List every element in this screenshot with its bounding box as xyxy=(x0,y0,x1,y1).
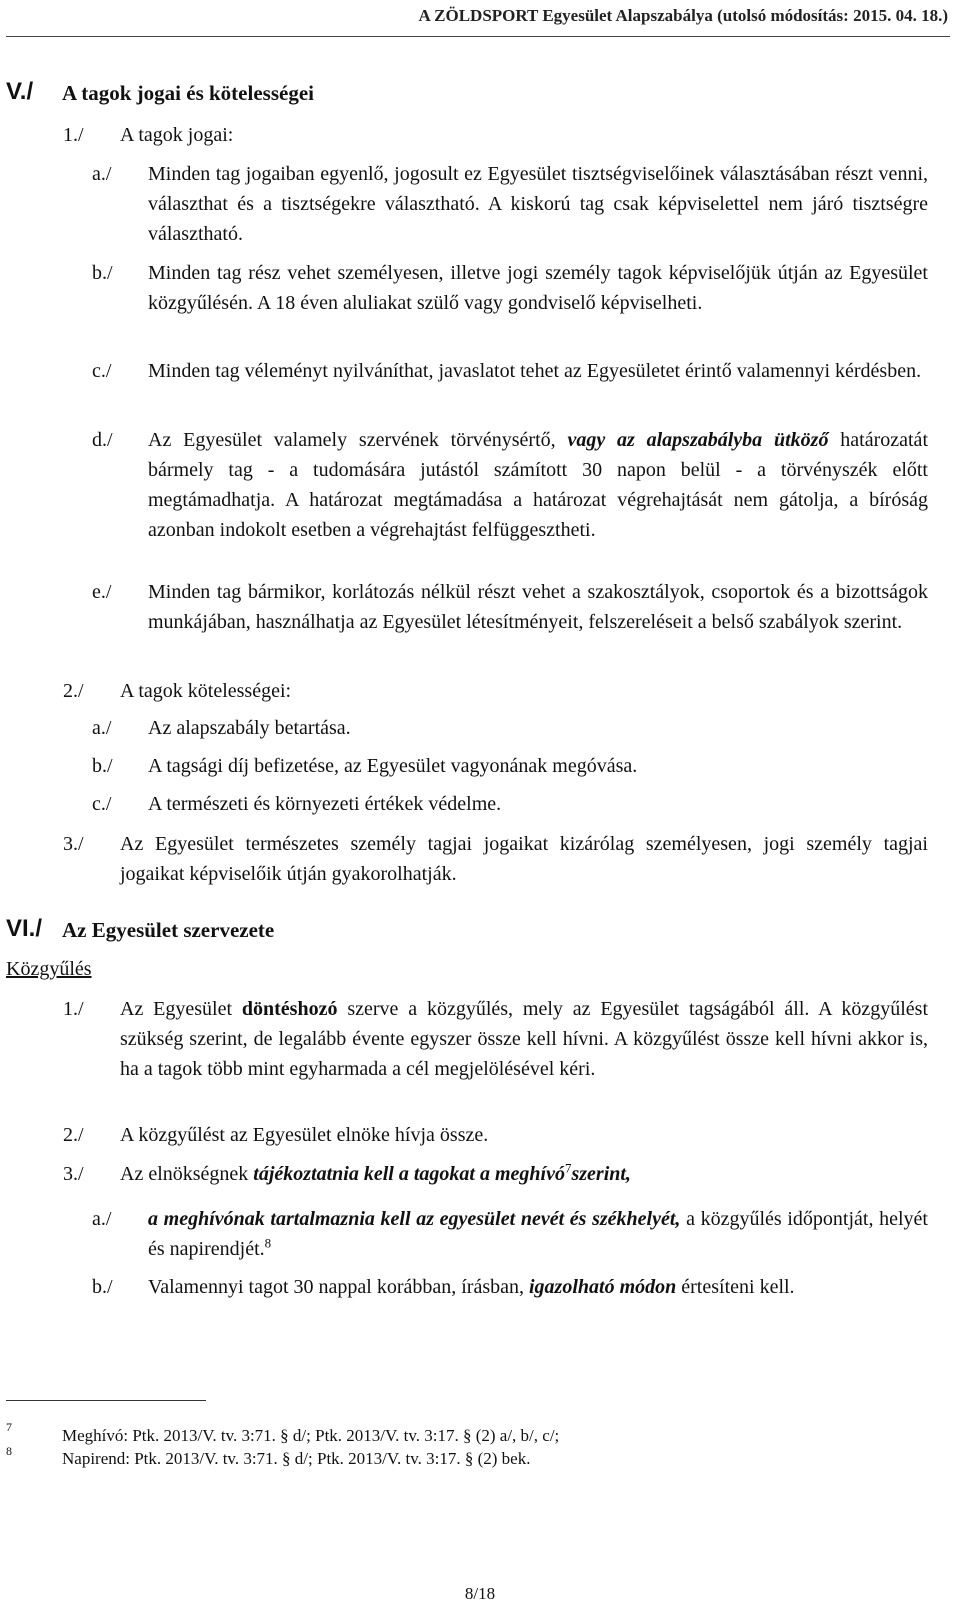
paragraph-vi3b-text: Valamennyi tagot 30 nappal korábban, írásban, igazolható módon értesíteni kell. xyxy=(148,1276,795,1298)
section-v-number: V./ xyxy=(6,78,34,105)
footnote-7-number: 7 xyxy=(6,1420,12,1434)
rights-item-b-text: Minden tag rész vehet személyesen, illetve jogi személy tagok képviselőjük útján az Egyesület közgyűlésén. A 18 éven aluliakat szülő vagy gondviselő képviselheti. xyxy=(148,262,928,314)
paragraph-vi3-text: Az elnökségnek tájékoztatnia kell a tagokat a meghívó$^7$szerint, xyxy=(120,1160,631,1185)
document-header: A ZÖLDSPORT Egyesület Alapszabálya (utolsó módosítás: 2015. 04. 18.) xyxy=(418,6,948,25)
footnote-7-text: Meghívó: Ptk. 2013/V. tv. 3:71. § d/; Ptk. 2013/V. tv. 3:17. § (2) a/, b/, c/; xyxy=(62,1426,560,1445)
footnote-rule xyxy=(6,1400,206,1401)
duties-number: 2./ xyxy=(63,680,84,702)
duties-item-c-label: c./ xyxy=(92,793,112,815)
paragraph-vi1-text: Az Egyesület döntéshozó szerve a közgyűlés, mely az Egyesület tagságából áll. A közgyűlést szükség szerint, de legalább évente egyszer össze kell hívni. A közgyűlést össze kell hívni akkor is, ha a tagok több mint egyharmada a cél megjelölésével kéri. xyxy=(120,998,929,1080)
rights-item-d-text xyxy=(148,425,928,545)
paragraph-vi2-number: 2./ xyxy=(63,1124,84,1146)
rights-item-c-text: Minden tag véleményt nyilváníthat, javaslatot tehet az Egyesületet érintő valamennyi kérdésben. xyxy=(148,360,922,382)
paragraph-vi1-number: 1./ xyxy=(63,998,84,1020)
paragraph-vi3b-label: b./ xyxy=(92,1276,113,1298)
duties-item-a-text: Az alapszabály betartása. xyxy=(148,717,351,739)
footnote-ref-8[interactable]: 8 xyxy=(264,1235,272,1251)
rights-item-b-label: b./ xyxy=(92,262,113,284)
section-vi-title: Az Egyesület szervezete xyxy=(62,918,275,942)
duties-item-c-text: A természeti és környezeti értékek védelme. xyxy=(148,793,502,815)
paragraph-vi3a-text: a meghívónak tartalmaznia kell az egyesület nevét és székhelyét, a közgyűlés időpontját, helyét és napirendjét.$^8$ xyxy=(148,1208,928,1260)
rights-item-a-text: Minden tag jogaiban egyenlő, jogosult ez Egyesület tisztségviselőinek választásában részt venni, választhat és a tisztségekre választható. A kiskorú tag csak képviselettel nem járó tisztségre választható. xyxy=(148,163,928,245)
rights-title: A tagok jogai: xyxy=(120,124,234,146)
rights-item-e-text: Minden tag bármikor, korlátozás nélkül részt vehet a szakosztályok, csoportok és a bizottságok munkájában, használhatja az Egyesület létesítményeit, felszereléseit a belső szabályok szerint. xyxy=(148,581,928,633)
footnote-ref-7[interactable]: 7 xyxy=(564,1160,572,1176)
duties-item-b-text: A tagsági díj befizetése, az Egyesület vagyonának megóvása. xyxy=(148,755,638,777)
paragraph-v3-text: Az Egyesület természetes személy tagjai jogaikat kizárólag személyesen, jogi személy tagjai jogaikat képviselőik útján gyakorolhatják. xyxy=(120,833,928,885)
rights-item-a-label: a./ xyxy=(92,163,112,185)
paragraph-vi3a-label: a./ xyxy=(92,1208,112,1230)
paragraph-v3-number: 3./ xyxy=(63,833,84,855)
duties-item-b-label: b./ xyxy=(92,755,113,777)
footnote-8-text: Napirend: Ptk. 2013/V. tv. 3:71. § d/; Ptk. 2013/V. tv. 3:17. § (2) bek. xyxy=(62,1449,531,1468)
paragraph-vi3-number: 3./ xyxy=(63,1163,84,1185)
page-number: 8/18 xyxy=(464,1584,496,1603)
duties-title: A tagok kötelességei: xyxy=(120,680,292,702)
header-rule xyxy=(6,36,950,37)
rights-item-d-label: d./ xyxy=(92,429,113,451)
rights-item-e-label: e./ xyxy=(92,581,112,603)
footnote-8-number: 8 xyxy=(6,1444,12,1458)
kozgyules-heading: Közgyűlés xyxy=(6,958,92,980)
duties-item-a-label: a./ xyxy=(92,717,112,739)
rights-item-d-text-after: határozatát bármely tag - a tudomására jutástól számított 30 napon belül - a törvényszék előtt megtámadhatja. A határozat megtámadása a határozat végrehajtását nem gátolja, a bíróság azonban indokolt esetben a végrehajtást felfüggesztheti. xyxy=(148,429,928,541)
paragraph-vi1-bold: döntéshozó xyxy=(241,998,338,1020)
section-vi-number: VI./ xyxy=(6,915,43,942)
section-v-title: A tagok jogai és kötelességei xyxy=(62,81,314,105)
rights-number: 1./ xyxy=(63,124,84,146)
paragraph-vi2-text: A közgyűlést az Egyesület elnöke hívja össze. xyxy=(120,1124,489,1146)
rights-item-d-emphasis: vagy az alapszabályba ütköző xyxy=(567,429,829,451)
rights-item-c-label: c./ xyxy=(92,360,112,382)
rights-item-d-text-before: Az Egyesület valamely szervének törvénysértő, xyxy=(148,429,568,451)
